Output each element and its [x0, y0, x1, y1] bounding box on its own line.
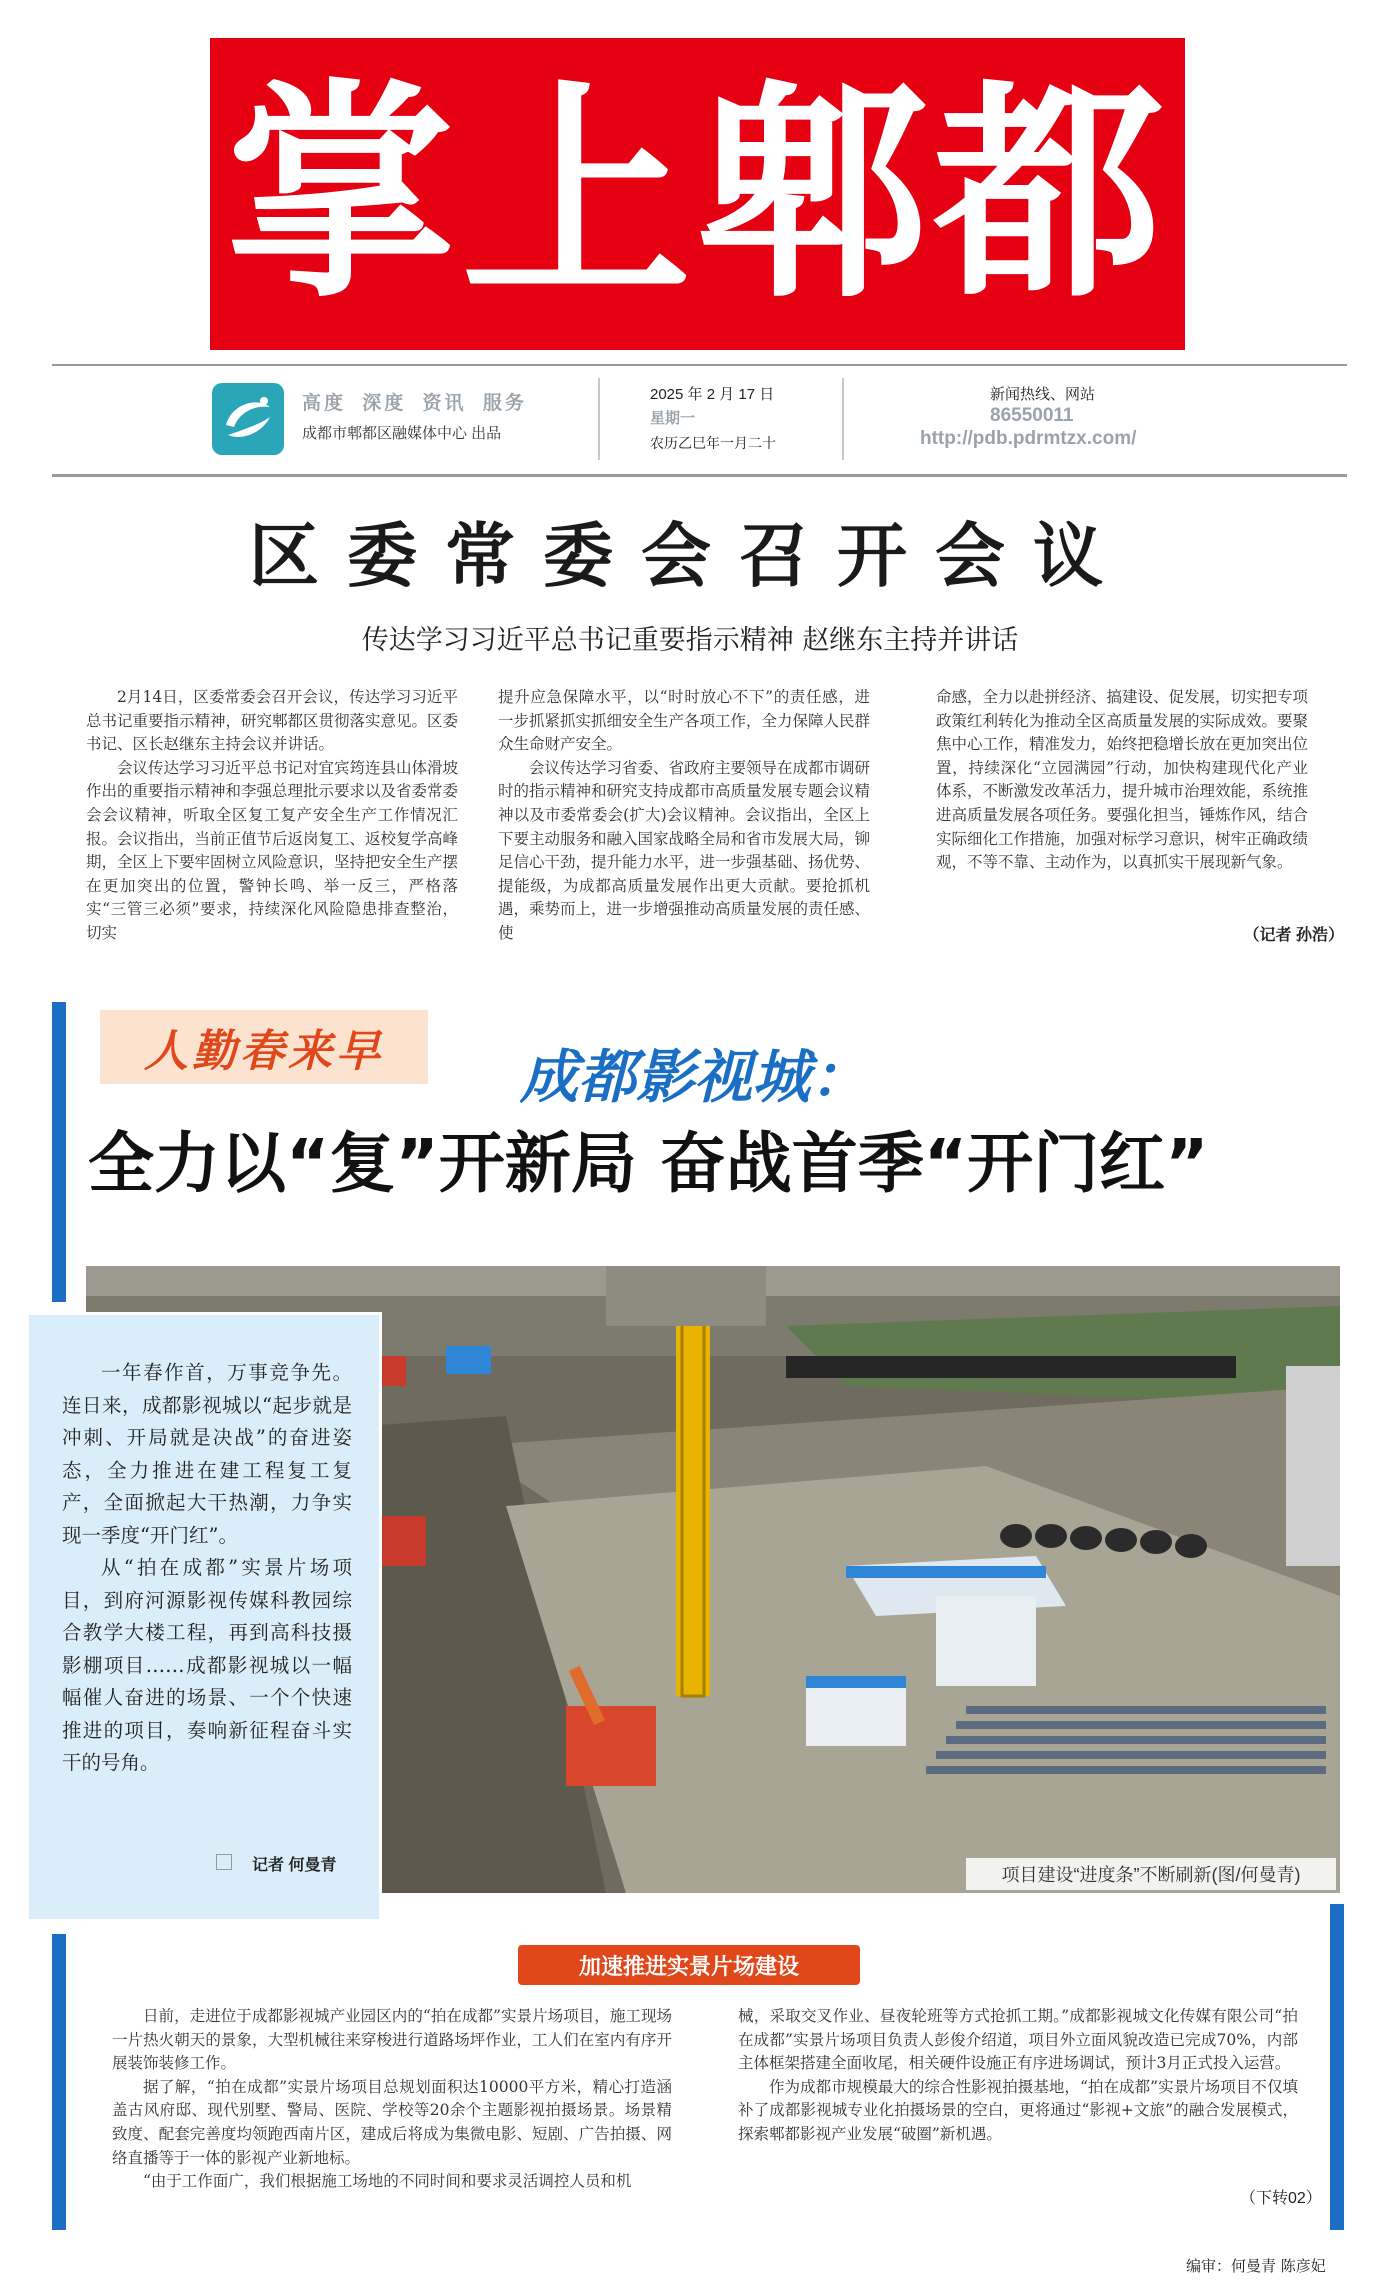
lead-text: [62, 1357, 352, 1780]
paragraph: 命感，全力以赴拼经济、搞建设、促发展，切实把专项政策红利转化为推动全区高质量发展的实际成效。要聚焦中心工作，精准发力，始终把稳增长放在更加突出位置，持续深化“立园满园”行动，加快构建现代化产业体系，不断激发改革活力，提升城市治理效能，系统推进高质量发展各项任务。要强化担当，锤炼作风，结合实际细化工作措施，加强对标学习意识，树牢正确政绩观，不等不靠、主动作为，以真抓实干展现新气象。: [936, 688, 1309, 872]
info-separator: [598, 378, 600, 460]
issue-weekday: 星期一: [650, 410, 696, 427]
paragraph: 作为成都市规模最大的综合性影视拍摄基地，“拍在成都”实景片场项目不仅填补了成都影视城专业化拍摄场景的空白，更将通过“影视+文旅”的融合发展模式，探索郫都影视产业发展“破圈”新机遇。: [738, 2077, 1298, 2143]
hotline-number: 86550011: [990, 405, 1074, 426]
story1-column-2: [498, 686, 870, 946]
column-badge-text: 人勤春来早: [144, 1026, 384, 1077]
paragraph: 械，采取交叉作业、昼夜轮班等方式抢抓工期。”成都影视城文化传媒有限公司“拍在成都”实景片场项目负责人彭俊介绍道，项目外立面风貌改造已完成70%，内部主体框架搭建全面收尾，相关硬件设施正有序进场调试，预计3月正式投入运营。: [738, 2007, 1298, 2073]
reporter-marker-icon: [216, 1854, 232, 1870]
info-bottom-rule: [52, 474, 1347, 477]
section-heading: 加速推进实景片场建设: [518, 1945, 860, 1985]
issue-date: 2025 年 2 月 17 日: [650, 386, 775, 403]
publisher: 成都市郫都区融媒体中心 出品: [302, 425, 502, 442]
story2-headline: 全力以“复”开新局 奋战首季“开门红”: [88, 1125, 1209, 1202]
story1-column-1: [86, 686, 458, 946]
continued-note: （下转02）: [1240, 2190, 1322, 2207]
info-separator: [842, 378, 844, 460]
paragraph: “由于工作面广，我们根据施工场地的不同时间和要求灵活调控人员和机: [143, 2172, 632, 2191]
website-link[interactable]: http://pdb.pdrmtzx.com/: [920, 428, 1137, 449]
photo-caption: 项目建设“进度条”不断刷新(图/何曼青): [966, 1858, 1336, 1890]
paragraph: 会议传达学习省委、省政府主要领导在成都市调研时的指示精神和研究支持成都市高质量发展专题会议精神以及市委常委会(扩大)会议精神。会议指出，全区上下要主动服务和融入国家战略全局和省市发展大局，铆足信心干劲，提升能力水平，进一步强基础、扬优势、提能级，为成都高质量发展作出更大贡献。要抢抓机遇，乘势而上，进一步增强推动高质量发展的责任感、使: [498, 758, 871, 942]
story2-column-right: [738, 2005, 1298, 2147]
lead-paragraph: 从“拍在成都”实景片场项目，到府河源影视传媒科教园综合教学大楼工程，再到高科技摄影棚项目……成都影视城以一幅幅催人奋进的场景、一个个快速推进的项目，奏响新征程奋斗实干的号角。: [62, 1556, 352, 1774]
lunar-date: 农历乙巳年一月二十: [650, 435, 776, 451]
editors-credit: 编审：何曼青 陈彦妃: [1186, 2257, 1326, 2275]
lead-reporter: 记者 何曼青: [252, 1857, 337, 1874]
story1-subhead: 传达学习习近平总书记重要指示精神 赵继东主持并讲话: [361, 625, 1019, 656]
paragraph: 2月14日，区委常委会召开会议，传达学习习近平总书记重要指示精神，研究郫都区贯彻落实意见。区委书记、区长赵继东主持会议并讲话。: [86, 688, 459, 754]
story1-column-3: [936, 686, 1308, 875]
paragraph: 提升应急保障水平，以“时时放心不下”的责任感，进一步抓紧抓实抓细安全生产各项工作，全力保障人民群众生命财产安全。: [498, 688, 871, 754]
masthead-title: 掌上郫都: [225, 59, 1170, 329]
accent-bar: [1330, 1904, 1344, 2230]
story1-reporter: （记者 孙浩）: [1243, 927, 1344, 944]
accent-bar: [52, 1002, 66, 1302]
paragraph: 会议传达学习习近平总书记对宜宾筠连县山体滑坡作出的重要指示精神和李强总理批示要求以及省委常委会会议精神，听取全区复工复产安全生产工作情况汇报。会议指出，当前正值节后返岗复工、返校复学高峰期，全区上下要牢固树立风险意识，坚持把安全生产摆在更加突出的位置，警钟长鸣、举一反三，严格落实“三管三必须”要求，持续深化风险隐患排查整治，切实: [86, 758, 459, 942]
lead-paragraph: 一年春作首，万事竞争先。连日来，成都影视城以“起步就是冲刺、开局就是决战”的奋进姿态，全力推进在建工程复工复产，全面掀起大干热潮，力争实现一季度“开门红”。: [62, 1361, 352, 1547]
column-badge: [100, 1010, 428, 1084]
story2-column-left: [112, 2005, 672, 2194]
paragraph: 日前，走进位于成都影视城产业园区内的“拍在成都”实景片场项目，施工现场一片热火朝天的景象，大型机械往来穿梭进行道路场坪作业，工人们在室内有序开展装饰装修工作。: [112, 2007, 672, 2073]
media-center-logo-icon: [212, 383, 284, 455]
top-rule: [52, 364, 1347, 366]
story1-headline: 区委常委会召开会议: [249, 515, 1131, 597]
paragraph: 据了解，“拍在成都”实景片场项目总规划面积达10000平方米，精心打造涵盖古风府邸、现代别墅、警局、医院、学校等20余个主题影视拍摄场景。场景精致度、配套完善度均领跑西南片区，建成后将成为集微电影、短剧、广告拍摄、网络直播等于一体的影视产业新地标。: [112, 2077, 672, 2167]
masthead: [210, 38, 1185, 350]
hotline-label: 新闻热线、网站: [990, 386, 1096, 403]
accent-bar: [52, 1934, 66, 2230]
tagline: 高度 深度 资讯 服务: [302, 393, 527, 414]
story2-kicker: 成都影视城：: [520, 1043, 869, 1111]
